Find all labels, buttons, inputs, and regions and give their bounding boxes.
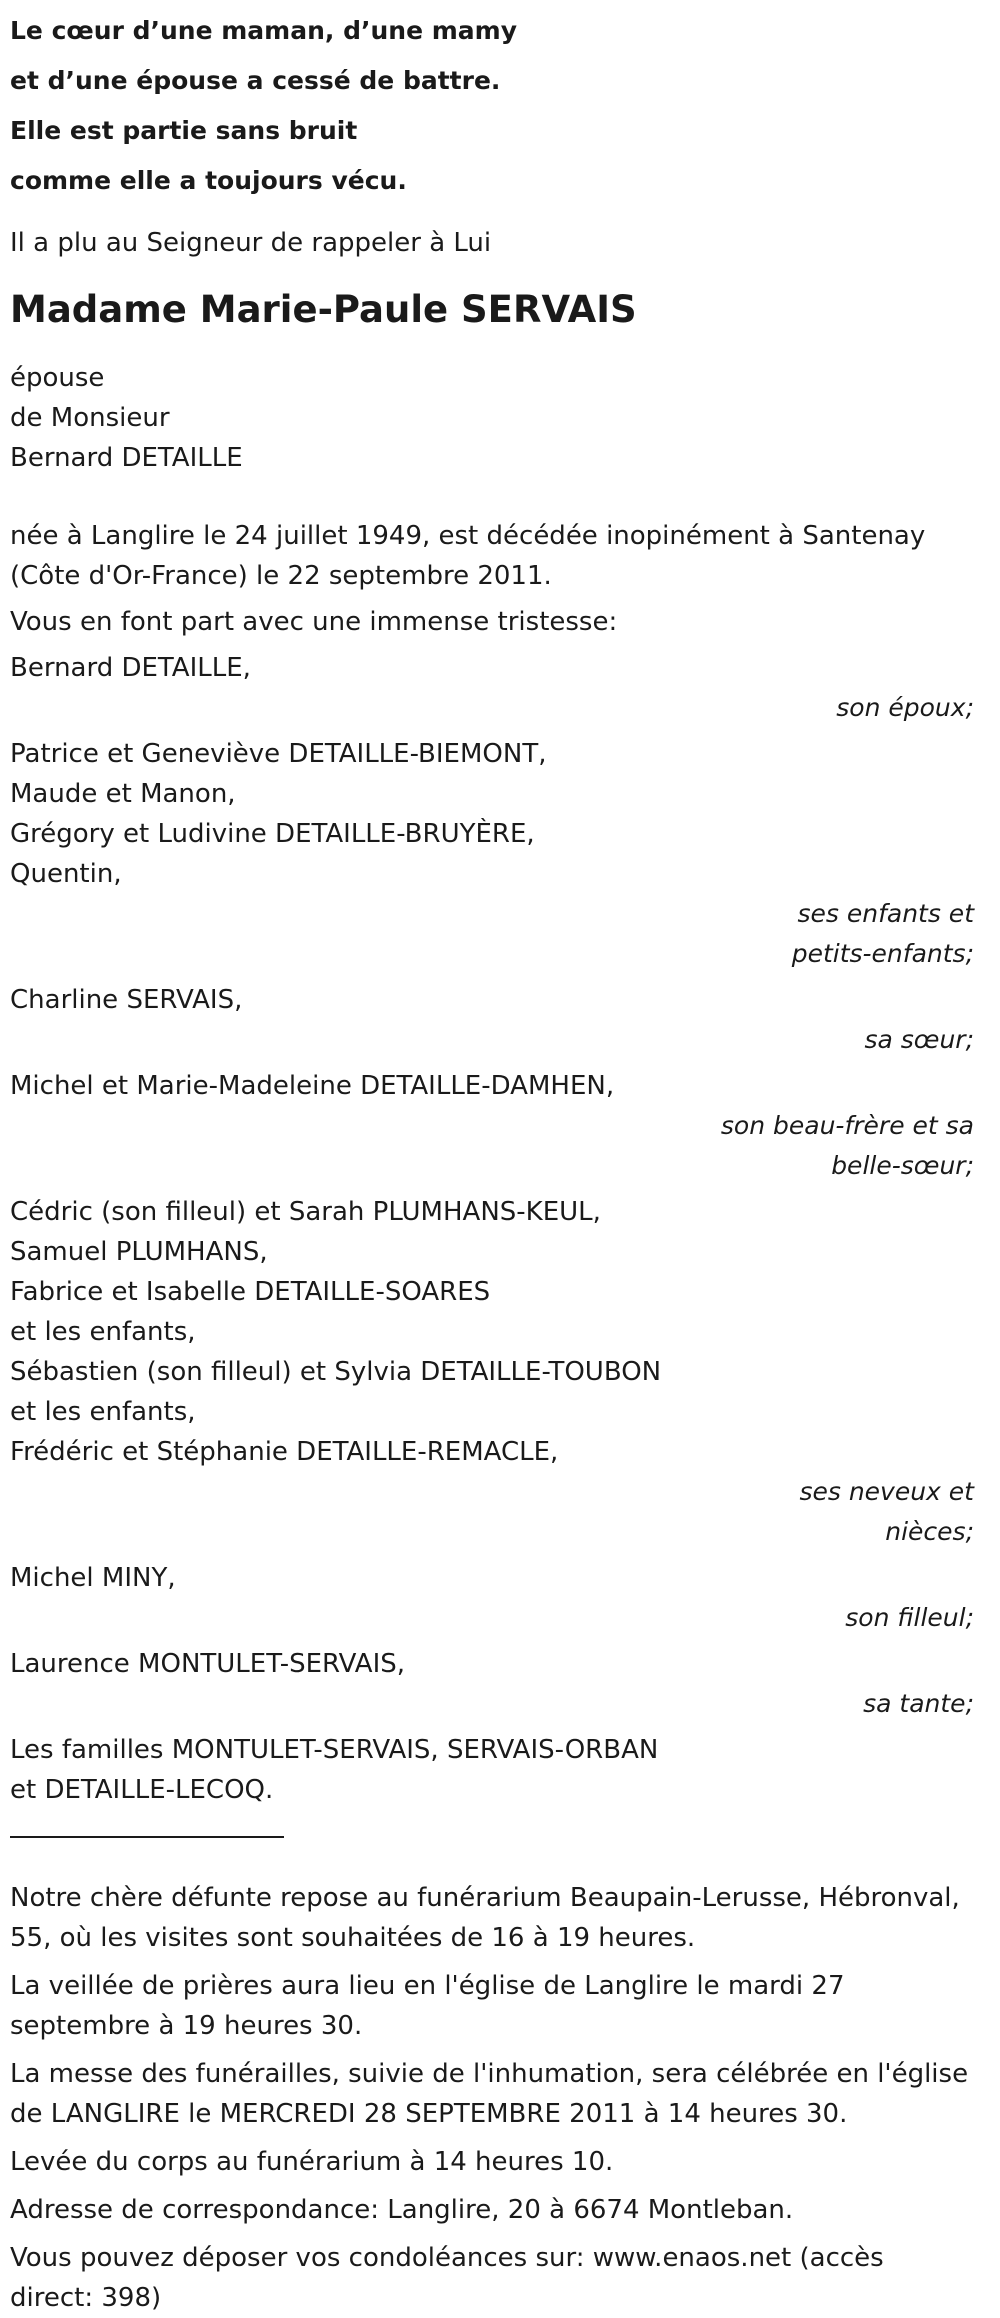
info-paragraph [10,2190,990,2230]
family-member: Bernard DETAILLE, [10,653,251,683]
info-line: La veillée de prières aura lieu en l'église de Langlire le mardi 27 [10,1971,845,2001]
intro-text: Il a plu au Seigneur de rappeler à Lui [10,228,492,258]
family-member: Michel et Marie-Madeleine DETAILLE-DAMHEN, [10,1071,615,1101]
family-member: Samuel PLUMHANS, [10,1237,268,1267]
info-line: de LANGLIRE le MERCREDI 28 SEPTEMBRE 2011 à 14 heures 30. [10,2099,848,2129]
family-member: Quentin, [10,859,122,889]
family-intro: Vous en font part avec une immense tristesse: [10,607,618,637]
divider-line [10,1810,284,1838]
poem-line: Le cœur d’une maman, d’une mamy [10,16,517,45]
family-member: Maude et Manon, [10,779,236,809]
info-line: Vous pouvez déposer vos condoléances sur: www.enaos.net (accès [10,2243,884,2273]
relationship-label: ses enfants et [797,899,974,928]
family-member: et DETAILLE-LECOQ. [10,1775,274,1805]
spouse-line: épouse [10,363,105,393]
spouse-line: Bernard DETAILLE [10,443,243,473]
info-line: Notre chère défunte repose au funérarium Beaupain-Lerusse, Hébronval, [10,1883,960,1913]
family-group [10,1066,990,1186]
info-paragraph [10,2142,990,2182]
relationship-label: sa sœur; [864,1025,974,1054]
family-member: et les enfants, [10,1317,196,1347]
relationship-label: son filleul; [845,1603,974,1632]
relationship-label: ses neveux et [799,1477,974,1506]
info-paragraph [10,1966,990,2046]
info-paragraph [10,1878,990,1958]
family-member: Fabrice et Isabelle DETAILLE-SOARES [10,1277,491,1307]
info-line: La messe des funérailles, suivie de l'inhumation, sera célébrée en l'église [10,2059,969,2089]
info-line: septembre à 19 heures 30. [10,2011,363,2041]
family-member: Frédéric et Stéphanie DETAILLE-REMACLE, [10,1437,559,1467]
family-member: Grégory et Ludivine DETAILLE-BRUYÈRE, [10,819,535,849]
relationship-label: sa tante; [863,1689,974,1718]
poem-line: comme elle a toujours vécu. [10,166,407,195]
info-line: Adresse de correspondance: Langlire, 20 à 6674 Montleban. [10,2195,794,2225]
family-group [10,1730,990,1810]
birth-line: (Côte d'Or-France) le 22 septembre 2011. [10,561,552,591]
spouse-line: de Monsieur [10,403,170,433]
family-member: Laurence MONTULET-SERVAIS, [10,1649,406,1679]
info-line: direct: 398) [10,2283,162,2313]
family-member: Charline SERVAIS, [10,985,243,1015]
deceased-name: Madame Marie-Paule SERVAIS [10,288,637,331]
family-member: Michel MINY, [10,1563,176,1593]
family-member: Les familles MONTULET-SERVAIS, SERVAIS-ORBAN [10,1735,659,1765]
family-group [10,1644,990,1724]
relationship-label: belle-sœur; [831,1151,974,1180]
birth-death-text [10,516,990,596]
info-line: Levée du corps au funérarium à 14 heures 10. [10,2147,614,2177]
poem-line: Elle est partie sans bruit [10,116,358,145]
family-group [10,648,990,728]
relationship-label: petits-enfants; [791,939,974,968]
family-group [10,980,990,1060]
family-member: Patrice et Geneviève DETAILLE-BIEMONT, [10,739,547,769]
info-line: 55, où les visites sont souhaitées de 16 à 19 heures. [10,1923,696,1953]
family-member: et les enfants, [10,1397,196,1427]
info-paragraph [10,2238,990,2318]
birth-line: née à Langlire le 24 juillet 1949, est décédée inopinément à Santenay [10,521,926,551]
relationship-label: son époux; [836,693,974,722]
family-member: Cédric (son filleul) et Sarah PLUMHANS-KEUL, [10,1197,601,1227]
family-group [10,1558,990,1638]
poem [10,0,990,206]
info-paragraph [10,2054,990,2134]
family-member: Sébastien (son filleul) et Sylvia DETAILLE-TOUBON [10,1357,662,1387]
spouse-block [10,358,990,478]
practical-info [10,1878,990,2318]
relationship-label: nièces; [885,1517,974,1546]
family-group [10,1192,990,1552]
family-list [10,648,990,1810]
relationship-label: son beau-frère et sa [720,1111,974,1140]
poem-line: et d’une épouse a cessé de battre. [10,66,501,95]
family-group [10,734,990,974]
